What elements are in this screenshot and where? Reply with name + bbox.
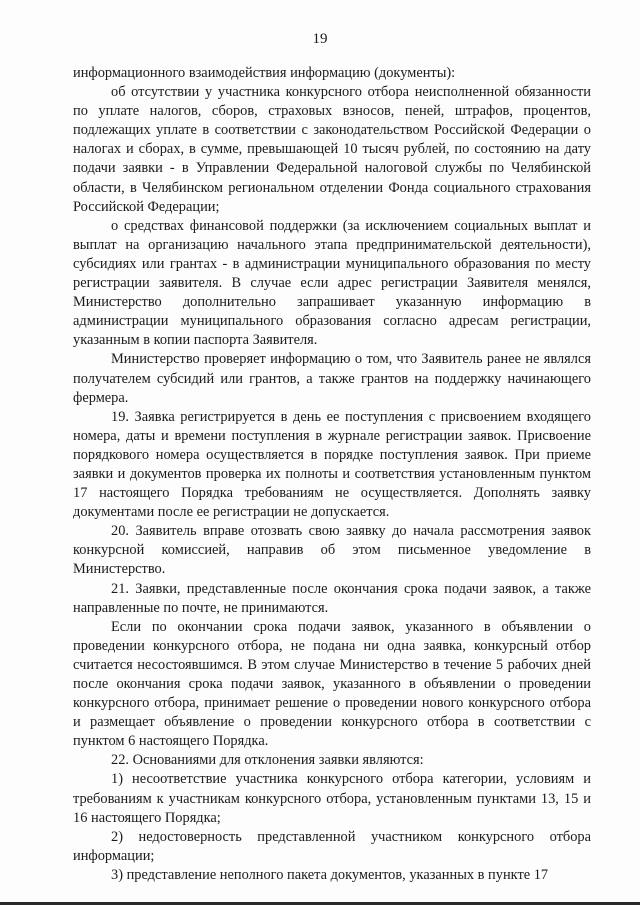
paragraph: 1) несоответствие участника конкурсного отбора категории, условиям и требованиям к участникам конкурсного отбора, установленным пунктами 13, 15 и 16 настоящего Порядка; bbox=[73, 771, 591, 826]
paragraph: 19. Заявка регистрируется в день ее поступления с присвоением входящего номера, даты и времени поступления в журнале регистрации заявок. Присвоение порядкового номера осуществляется в порядке поступления заявок. При приеме заявки и документов проверка их полноты и соответствия установленным пунктом 17 настоящего Порядка требованиям не осуществляется. Дополнять заявку документами после ее регистрации не допускается. bbox=[73, 408, 591, 521]
paragraph: Если по окончании срока подачи заявок, указанного в объявлении о проведении конкурсного отбора, не подана ни одна заявка, конкурсный отбор считается несостоявшимся. В этом случае Министерство в течение 5 рабочих дней после окончания срока подачи заявок, указанного в объявлении о проведении конкурсного отбора, принимает решение о проведении нового конкурсного отбора и размещает объявление о проведении конкурсного отбора в соответствии с пунктом 6 настоящего Порядка. bbox=[73, 618, 591, 750]
paragraph: об отсутствии у участника конкурсного отбора неисполненной обязанности по уплате налогов, сборов, страховых взносов, пеней, штрафов, процентов, подлежащих уплате в соответствии с законодательством Российской Федерации о налогах и сборах, в сумме, превышающей 10 тысяч рублей, по состоянию на дату подачи заявки - в Управлении Федеральной налоговой службы по Челябинской области, в Челябинском региональном отделении Фонда социального страхования Российской Федерации; bbox=[73, 84, 591, 215]
paragraph: 22. Основаниями для отклонения заявки являются: bbox=[111, 752, 424, 769]
paragraph: Министерство проверяет информацию о том, что Заявитель ранее не являлся получателем субсидий или грантов, а также грантов на поддержку начинающего фермера. bbox=[73, 351, 591, 406]
paragraph: о средствах финансовой поддержки (за исключением социальных выплат и выплат на организацию начального этапа предпринимательской деятельности), субсидиях или грантах - в администрации муниципального образования по месту регистрации заявителя. В случае если адрес регистрации Заявителя менялся, Министерство дополнительно запрашивает указанную информацию в администрации муниципального образования согласно адресам регистрации, указанным в копии паспорта Заявителя. bbox=[73, 217, 591, 349]
document-body bbox=[73, 64, 591, 885]
paragraph: 20. Заявитель вправе отозвать свою заявку до начала рассмотрения заявок конкурсной комиссией, направив об этом письменное уведомление в Министерство. bbox=[73, 523, 591, 578]
page-number: 19 bbox=[312, 31, 328, 47]
paragraph: 21. Заявки, представленные после окончания срока подачи заявок, а также направленные по почте, не принимаются. bbox=[73, 580, 591, 616]
paragraph: 3) представление неполного пакета документов, указанных в пункте 17 bbox=[111, 866, 549, 883]
paragraph: 2) недостоверность представленной участником конкурсного отбора информации; bbox=[73, 828, 591, 864]
paragraph: информационного взаимодействия информацию (документы): bbox=[73, 65, 456, 81]
